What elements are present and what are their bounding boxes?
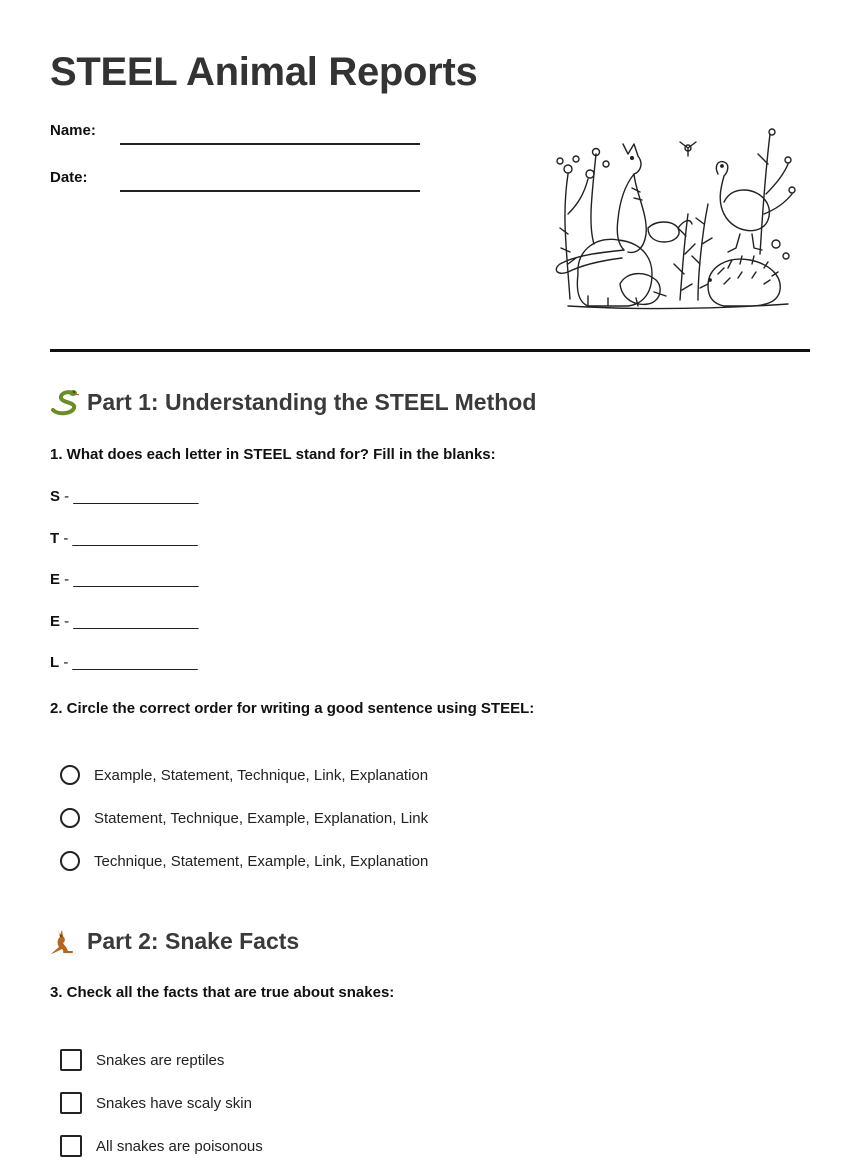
fact-option[interactable] (60, 1049, 224, 1071)
option-label: All snakes are poisonous (96, 1137, 263, 1155)
letter: L (50, 654, 60, 671)
name-field[interactable] (120, 143, 420, 145)
blank-row-s: S - _______________ (50, 488, 199, 505)
order-option[interactable] (60, 851, 428, 871)
name-label: Name: (50, 122, 96, 139)
part2-heading (50, 927, 299, 955)
radio-button[interactable] (60, 851, 80, 871)
fact-option[interactable] (60, 1092, 252, 1114)
fact-option[interactable] (60, 1135, 263, 1157)
fill-blank[interactable]: _______________ (72, 654, 198, 671)
blank-row-t: T - _______________ (50, 530, 198, 547)
blank-row-e2: E - _______________ (50, 613, 199, 630)
date-label: Date: (50, 169, 88, 186)
checkbox[interactable] (60, 1049, 82, 1071)
letter: E (50, 571, 61, 588)
option-label: Snakes have scaly skin (96, 1094, 252, 1112)
radio-button[interactable] (60, 808, 80, 828)
option-label: Technique, Statement, Example, Link, Explanation (94, 852, 429, 870)
blank-row-l: L - _______________ (50, 654, 198, 671)
animals-illustration (548, 124, 798, 314)
option-label: Example, Statement, Technique, Link, Explanation (94, 766, 429, 784)
fill-blank[interactable]: _______________ (73, 488, 199, 505)
part1-heading-text: Part 1: Understanding the STEEL Method (87, 388, 537, 415)
blank-row-e1: E - _______________ (50, 571, 199, 588)
fill-blank[interactable]: _______________ (73, 613, 199, 630)
snake-icon (50, 388, 79, 416)
question-3: 3. Check all the facts that are true about snakes: (50, 984, 395, 1001)
letter: E (50, 613, 61, 630)
letter: T (50, 530, 60, 547)
date-field[interactable] (120, 190, 420, 192)
part1-heading (50, 388, 536, 416)
option-label: Statement, Technique, Example, Explanation, Link (94, 809, 429, 827)
part2-heading-text: Part 2: Snake Facts (87, 927, 300, 954)
page-title: STEEL Animal Reports (50, 50, 478, 94)
order-option[interactable] (60, 808, 428, 828)
question-1: 1. What does each letter in STEEL stand for? Fill in the blanks: (50, 446, 496, 463)
checkbox[interactable] (60, 1092, 82, 1114)
order-option[interactable] (60, 765, 428, 785)
question-2: 2. Circle the correct order for writing a good sentence using STEEL: (50, 700, 535, 717)
fill-blank[interactable]: _______________ (72, 530, 198, 547)
checkbox[interactable] (60, 1135, 82, 1157)
option-label: Snakes are reptiles (96, 1051, 225, 1069)
letter: S (50, 488, 61, 505)
radio-button[interactable] (60, 765, 80, 785)
header-divider (50, 349, 810, 352)
fill-blank[interactable]: _______________ (73, 571, 199, 588)
kangaroo-icon (50, 927, 79, 955)
